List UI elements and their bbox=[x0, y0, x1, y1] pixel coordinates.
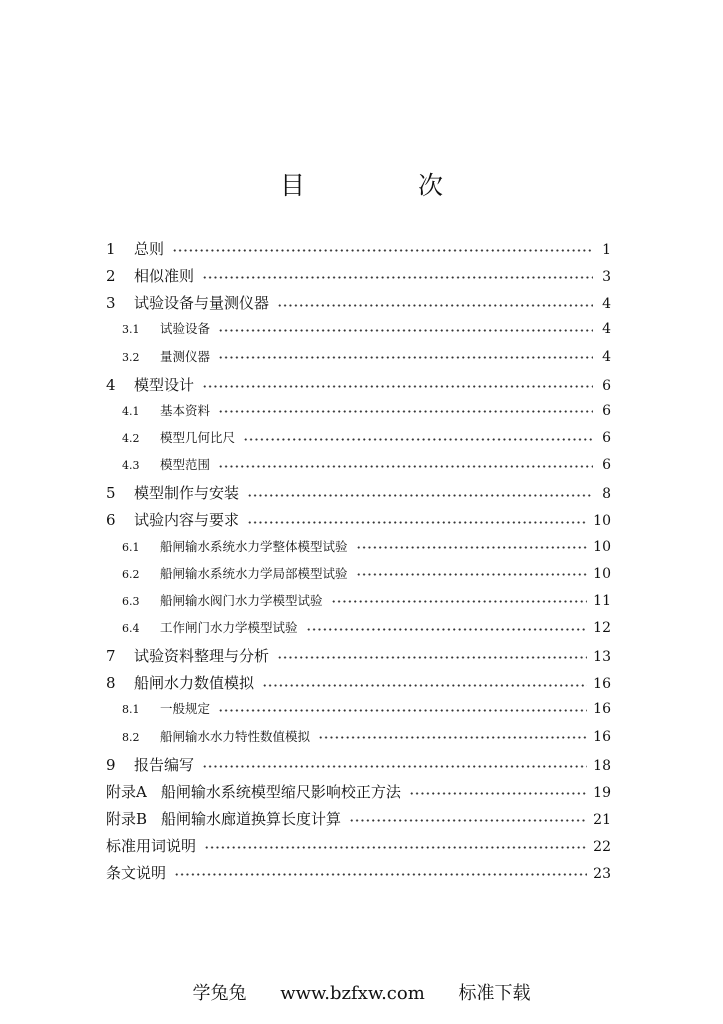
toc-entry-number: 附录A bbox=[106, 782, 147, 801]
toc-dot-leader bbox=[243, 431, 593, 444]
toc-entry-page: 8 bbox=[602, 486, 611, 503]
toc-entry-label: 船闸输水水力特性数值模拟 bbox=[160, 728, 311, 744]
toc-dot-leader bbox=[174, 865, 587, 880]
toc-entry[interactable] bbox=[106, 428, 611, 455]
toc-entry[interactable] bbox=[106, 672, 611, 699]
toc-entry-label: 船闸水力数值模拟 bbox=[134, 674, 255, 693]
toc-entry[interactable] bbox=[106, 781, 611, 808]
toc-dot-leader bbox=[306, 621, 588, 634]
footer-url: www.bzfxw.com bbox=[280, 983, 425, 1004]
toc-dot-leader bbox=[277, 296, 593, 311]
toc-entry-label: 试验设备与量测仪器 bbox=[134, 294, 270, 313]
toc-entry-page: 10 bbox=[593, 565, 611, 582]
toc-entry[interactable] bbox=[106, 347, 611, 374]
toc-entry-number: 8.1 bbox=[122, 703, 140, 717]
toc-entry[interactable] bbox=[106, 238, 611, 265]
toc-entry-number: 6.3 bbox=[122, 594, 140, 608]
toc-entry-page: 16 bbox=[593, 701, 611, 718]
toc-entry-label: 条文说明 bbox=[106, 864, 167, 883]
toc-entry-page: 4 bbox=[602, 296, 611, 313]
toc-entry[interactable] bbox=[106, 618, 611, 645]
toc-dot-leader bbox=[262, 676, 587, 691]
toc-entry-number: 8 bbox=[106, 674, 116, 693]
toc-dot-leader bbox=[247, 486, 593, 501]
toc-entry-label: 工作闸门水力学模型试验 bbox=[160, 619, 298, 635]
toc-entry-page: 23 bbox=[593, 866, 611, 883]
toc-entry-page: 6 bbox=[602, 377, 611, 394]
toc-entry[interactable] bbox=[106, 455, 611, 482]
toc-entry-page: 16 bbox=[593, 676, 611, 693]
toc-entry-number: 5 bbox=[106, 484, 116, 503]
toc-dot-leader bbox=[409, 784, 587, 799]
toc-entry-page: 16 bbox=[593, 728, 611, 745]
toc-entry[interactable] bbox=[106, 265, 611, 292]
toc-entry-page: 13 bbox=[593, 649, 611, 666]
toc-entry-label: 模型范围 bbox=[160, 457, 211, 473]
toc-entry-label: 量测仪器 bbox=[160, 348, 211, 364]
toc-entry-page: 22 bbox=[593, 839, 611, 856]
toc-entry-number: 4.2 bbox=[122, 431, 140, 445]
toc-entry-page: 1 bbox=[602, 242, 611, 258]
toc-entry[interactable] bbox=[106, 754, 611, 781]
toc-entry-page: 19 bbox=[593, 784, 611, 801]
footer-slogan: 标准下载 bbox=[458, 983, 531, 1004]
toc-entry-page: 12 bbox=[593, 619, 611, 636]
toc-entry-number: 附录B bbox=[106, 809, 148, 828]
toc-entry-label: 船闸输水廊道换算长度计算 bbox=[161, 809, 342, 828]
toc-dot-leader bbox=[172, 241, 593, 256]
table-of-contents bbox=[106, 238, 611, 889]
toc-dot-leader bbox=[218, 703, 587, 716]
toc-entry-number: 2 bbox=[106, 267, 116, 286]
toc-entry-label: 基本资料 bbox=[160, 402, 211, 418]
toc-entry-number: 3.2 bbox=[122, 350, 140, 364]
toc-dot-leader bbox=[356, 567, 588, 580]
toc-dot-leader bbox=[218, 323, 593, 336]
toc-entry-number: 3 bbox=[106, 294, 116, 313]
toc-entry-label: 船闸输水系统水力学整体模型试验 bbox=[160, 538, 348, 554]
toc-entry[interactable] bbox=[106, 537, 611, 564]
toc-entry-label: 标准用词说明 bbox=[106, 837, 197, 856]
toc-entry[interactable] bbox=[106, 862, 611, 889]
toc-entry-label: 船闸输水系统水力学局部模型试验 bbox=[160, 565, 348, 581]
toc-entry[interactable] bbox=[106, 564, 611, 591]
toc-entry[interactable] bbox=[106, 591, 611, 618]
toc-entry-number: 4.3 bbox=[122, 459, 140, 473]
toc-dot-leader bbox=[349, 811, 587, 826]
toc-dot-leader bbox=[318, 730, 587, 743]
toc-entry-label: 试验资料整理与分析 bbox=[134, 647, 270, 666]
toc-entry[interactable] bbox=[106, 374, 611, 401]
toc-entry-label: 总则 bbox=[134, 240, 165, 258]
toc-entry-page: 10 bbox=[593, 513, 611, 530]
toc-entry-label: 模型制作与安装 bbox=[134, 484, 240, 503]
toc-entry-number: 6 bbox=[106, 511, 116, 530]
toc-entry-number: 4 bbox=[106, 375, 116, 394]
toc-entry-label: 一般规定 bbox=[160, 701, 211, 717]
toc-entry-label: 报告编写 bbox=[134, 755, 195, 774]
toc-entry[interactable] bbox=[106, 319, 611, 346]
toc-entry-number: 9 bbox=[106, 755, 116, 774]
toc-dot-leader bbox=[218, 459, 593, 472]
toc-entry-label: 模型几何比尺 bbox=[160, 429, 236, 445]
toc-entry-page: 11 bbox=[593, 592, 611, 609]
toc-entry[interactable] bbox=[106, 401, 611, 428]
toc-dot-leader bbox=[202, 377, 593, 392]
toc-entry-number: 8.2 bbox=[122, 730, 140, 744]
toc-dot-leader bbox=[356, 540, 588, 553]
toc-dot-leader bbox=[218, 350, 593, 363]
toc-dot-leader bbox=[218, 404, 593, 417]
toc-entry[interactable] bbox=[106, 835, 611, 862]
toc-entry-label: 船闸输水系统模型缩尺影响校正方法 bbox=[160, 782, 401, 801]
toc-entry-number: 1 bbox=[106, 240, 116, 258]
toc-entry-page: 10 bbox=[593, 538, 611, 555]
toc-entry-page: 3 bbox=[602, 269, 611, 286]
toc-entry-page: 6 bbox=[602, 402, 611, 419]
toc-entry-number: 7 bbox=[106, 647, 116, 666]
toc-entry-number: 6.2 bbox=[122, 567, 140, 581]
toc-entry-page: 18 bbox=[593, 757, 611, 774]
toc-entry-page: 21 bbox=[593, 811, 611, 828]
page-title: 目 次 bbox=[279, 171, 487, 200]
toc-entry-label: 模型设计 bbox=[134, 375, 195, 394]
toc-dot-leader bbox=[204, 838, 587, 853]
toc-entry-label: 相似准则 bbox=[134, 267, 195, 286]
toc-entry-page: 4 bbox=[602, 321, 611, 338]
toc-dot-leader bbox=[202, 757, 587, 772]
toc-entry-label: 试验内容与要求 bbox=[134, 511, 240, 530]
toc-entry-page: 6 bbox=[602, 457, 611, 474]
toc-entry[interactable] bbox=[106, 808, 611, 835]
toc-entry-page: 4 bbox=[602, 348, 611, 365]
toc-dot-leader bbox=[331, 594, 588, 607]
toc-entry[interactable] bbox=[106, 645, 611, 672]
toc-entry-label: 试验设备 bbox=[160, 321, 211, 337]
toc-entry[interactable] bbox=[106, 727, 611, 754]
toc-entry[interactable] bbox=[106, 699, 611, 726]
toc-entry-number: 4.1 bbox=[122, 404, 140, 418]
toc-dot-leader bbox=[202, 268, 593, 283]
toc-entry[interactable] bbox=[106, 292, 611, 319]
footer-site-name: 学兔兔 bbox=[192, 983, 247, 1004]
toc-entry[interactable] bbox=[106, 509, 611, 536]
toc-dot-leader bbox=[247, 513, 587, 528]
toc-dot-leader bbox=[277, 648, 587, 663]
toc-entry-number: 3.1 bbox=[122, 323, 140, 337]
toc-entry-label: 船闸输水阀门水力学模型试验 bbox=[160, 592, 323, 608]
toc-entry-number: 6.4 bbox=[122, 621, 140, 635]
toc-entry-number: 6.1 bbox=[122, 540, 140, 554]
footer-watermark bbox=[0, 980, 723, 1008]
toc-entry[interactable] bbox=[106, 482, 611, 509]
toc-entry-page: 6 bbox=[602, 429, 611, 446]
